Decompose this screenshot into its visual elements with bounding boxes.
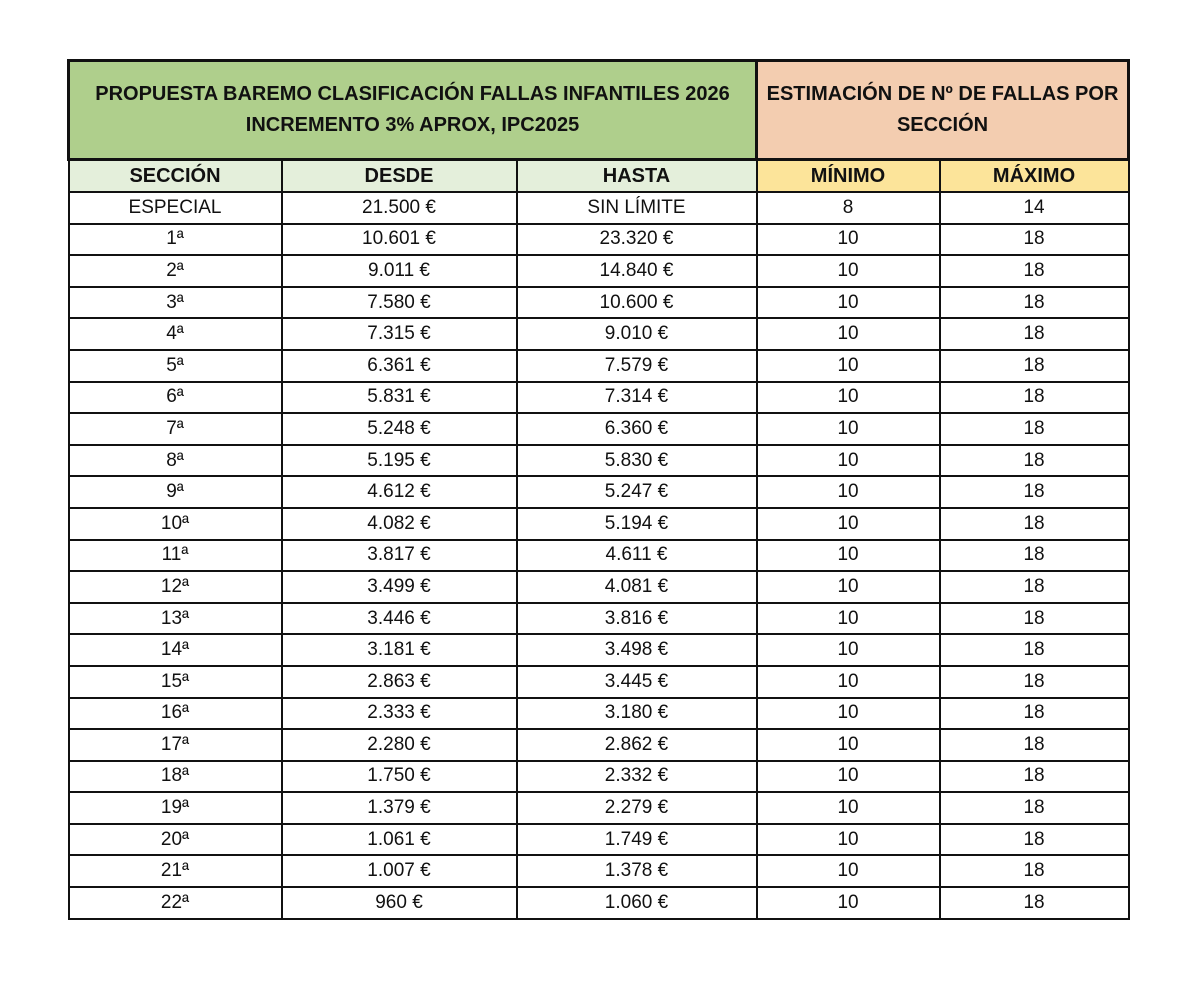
minimo-cell: 10 (757, 666, 940, 698)
title-left-line2: INCREMENTO 3% APROX, IPC2025 (245, 114, 580, 136)
maximo-cell: 18 (940, 792, 1129, 824)
column-header-row (69, 160, 1129, 193)
table-row (69, 255, 1129, 287)
minimo-cell: 10 (757, 476, 940, 508)
seccion-cell: 17ª (69, 729, 282, 761)
maximo-cell: 18 (940, 382, 1129, 414)
hasta-cell: 3.180 € (517, 698, 757, 730)
minimo-cell: 10 (757, 698, 940, 730)
minimo-cell: 10 (757, 729, 940, 761)
hasta-cell: 5.247 € (517, 476, 757, 508)
seccion-cell: 21ª (69, 855, 282, 887)
seccion-cell: 3ª (69, 287, 282, 319)
maximo-cell: 18 (940, 255, 1129, 287)
desde-cell: 3.446 € (282, 603, 517, 635)
hasta-cell: 23.320 € (517, 224, 757, 256)
minimo-cell: 10 (757, 540, 940, 572)
hasta-cell: 2.332 € (517, 761, 757, 793)
title-right-line1: ESTIMACIÓN DE Nº DE FALLAS POR (766, 83, 1119, 105)
hasta-cell: 1.749 € (517, 824, 757, 856)
seccion-cell: 5ª (69, 350, 282, 382)
table-row (69, 413, 1129, 445)
desde-cell: 3.817 € (282, 540, 517, 572)
hasta-cell: 6.360 € (517, 413, 757, 445)
table-row (69, 855, 1129, 887)
hasta-cell: 10.600 € (517, 287, 757, 319)
desde-cell: 10.601 € (282, 224, 517, 256)
minimo-cell: 10 (757, 255, 940, 287)
hasta-cell: 7.579 € (517, 350, 757, 382)
seccion-cell: 7ª (69, 413, 282, 445)
seccion-cell: 14ª (69, 634, 282, 666)
desde-cell: 1.007 € (282, 855, 517, 887)
minimo-cell: 10 (757, 382, 940, 414)
minimo-cell: 10 (757, 603, 940, 635)
table-row (69, 824, 1129, 856)
hasta-cell: SIN LÍMITE (517, 192, 757, 224)
minimo-cell: 10 (757, 571, 940, 603)
table-row (69, 698, 1129, 730)
hasta-cell: 5.830 € (517, 445, 757, 477)
hasta-cell: 4.081 € (517, 571, 757, 603)
table-row (69, 887, 1129, 919)
desde-cell: 3.181 € (282, 634, 517, 666)
minimo-cell: 10 (757, 824, 940, 856)
minimo-cell: 10 (757, 318, 940, 350)
seccion-cell: 15ª (69, 666, 282, 698)
minimo-cell: 10 (757, 224, 940, 256)
hasta-cell: 5.194 € (517, 508, 757, 540)
desde-cell: 5.831 € (282, 382, 517, 414)
seccion-cell: 4ª (69, 318, 282, 350)
hasta-cell: 7.314 € (517, 382, 757, 414)
header-seccion: SECCIÓN (69, 160, 282, 193)
table-row (69, 382, 1129, 414)
hasta-cell: 4.611 € (517, 540, 757, 572)
minimo-cell: 10 (757, 792, 940, 824)
maximo-cell: 18 (940, 571, 1129, 603)
minimo-cell: 10 (757, 413, 940, 445)
maximo-cell: 18 (940, 224, 1129, 256)
seccion-cell: 2ª (69, 255, 282, 287)
maximo-cell: 18 (940, 666, 1129, 698)
hasta-cell: 1.060 € (517, 887, 757, 919)
header-maximo: MÁXIMO (940, 160, 1129, 193)
minimo-cell: 10 (757, 761, 940, 793)
seccion-cell: 22ª (69, 887, 282, 919)
table-row (69, 287, 1129, 319)
maximo-cell: 18 (940, 413, 1129, 445)
hasta-cell: 2.279 € (517, 792, 757, 824)
title-right-line2: SECCIÓN (896, 114, 989, 136)
seccion-cell: 1ª (69, 224, 282, 256)
hasta-cell: 3.816 € (517, 603, 757, 635)
maximo-cell: 18 (940, 350, 1129, 382)
desde-cell: 4.612 € (282, 476, 517, 508)
maximo-cell: 18 (940, 887, 1129, 919)
title-right-cell (757, 61, 1129, 160)
desde-cell: 6.361 € (282, 350, 517, 382)
table-row (69, 729, 1129, 761)
desde-cell: 960 € (282, 887, 517, 919)
title-left-line1: PROPUESTA BAREMO CLASIFICACIÓN FALLAS INFANTILES 2026 (95, 83, 730, 105)
desde-cell: 2.280 € (282, 729, 517, 761)
hasta-cell: 9.010 € (517, 318, 757, 350)
maximo-cell: 18 (940, 540, 1129, 572)
table-row (69, 445, 1129, 477)
desde-cell: 2.863 € (282, 666, 517, 698)
minimo-cell: 10 (757, 508, 940, 540)
minimo-cell: 10 (757, 445, 940, 477)
minimo-cell: 10 (757, 287, 940, 319)
maximo-cell: 18 (940, 824, 1129, 856)
seccion-cell: 16ª (69, 698, 282, 730)
maximo-cell: 18 (940, 508, 1129, 540)
table-row (69, 666, 1129, 698)
seccion-cell: 9ª (69, 476, 282, 508)
desde-cell: 1.750 € (282, 761, 517, 793)
seccion-cell: 12ª (69, 571, 282, 603)
table-row (69, 761, 1129, 793)
title-left-cell (69, 61, 757, 160)
minimo-cell: 10 (757, 634, 940, 666)
hasta-cell: 1.378 € (517, 855, 757, 887)
seccion-cell: 18ª (69, 761, 282, 793)
table-row (69, 634, 1129, 666)
seccion-cell: 13ª (69, 603, 282, 635)
desde-cell: 9.011 € (282, 255, 517, 287)
minimo-cell: 10 (757, 887, 940, 919)
desde-cell: 21.500 € (282, 192, 517, 224)
table-row (69, 476, 1129, 508)
maximo-cell: 18 (940, 603, 1129, 635)
minimo-cell: 8 (757, 192, 940, 224)
maximo-cell: 18 (940, 445, 1129, 477)
table-row (69, 792, 1129, 824)
desde-cell: 7.315 € (282, 318, 517, 350)
hasta-cell: 3.445 € (517, 666, 757, 698)
title-row (69, 61, 1129, 160)
maximo-cell: 18 (940, 476, 1129, 508)
minimo-cell: 10 (757, 855, 940, 887)
hasta-cell: 2.862 € (517, 729, 757, 761)
table-row (69, 350, 1129, 382)
table-row (69, 571, 1129, 603)
desde-cell: 5.195 € (282, 445, 517, 477)
desde-cell: 4.082 € (282, 508, 517, 540)
table-row (69, 318, 1129, 350)
header-desde: DESDE (282, 160, 517, 193)
table-row (69, 540, 1129, 572)
table-row (69, 508, 1129, 540)
maximo-cell: 18 (940, 698, 1129, 730)
baremo-table (67, 59, 1130, 920)
maximo-cell: 18 (940, 855, 1129, 887)
desde-cell: 1.061 € (282, 824, 517, 856)
table-row (69, 603, 1129, 635)
maximo-cell: 14 (940, 192, 1129, 224)
seccion-cell: ESPECIAL (69, 192, 282, 224)
hasta-cell: 14.840 € (517, 255, 757, 287)
table-row (69, 192, 1129, 224)
seccion-cell: 11ª (69, 540, 282, 572)
seccion-cell: 20ª (69, 824, 282, 856)
desde-cell: 3.499 € (282, 571, 517, 603)
maximo-cell: 18 (940, 761, 1129, 793)
seccion-cell: 6ª (69, 382, 282, 414)
seccion-cell: 10ª (69, 508, 282, 540)
table-row (69, 224, 1129, 256)
table-body (69, 192, 1129, 919)
maximo-cell: 18 (940, 634, 1129, 666)
maximo-cell: 18 (940, 729, 1129, 761)
desde-cell: 7.580 € (282, 287, 517, 319)
seccion-cell: 19ª (69, 792, 282, 824)
desde-cell: 5.248 € (282, 413, 517, 445)
maximo-cell: 18 (940, 287, 1129, 319)
maximo-cell: 18 (940, 318, 1129, 350)
seccion-cell: 8ª (69, 445, 282, 477)
desde-cell: 2.333 € (282, 698, 517, 730)
desde-cell: 1.379 € (282, 792, 517, 824)
minimo-cell: 10 (757, 350, 940, 382)
header-minimo: MÍNIMO (757, 160, 940, 193)
header-hasta: HASTA (517, 160, 757, 193)
hasta-cell: 3.498 € (517, 634, 757, 666)
